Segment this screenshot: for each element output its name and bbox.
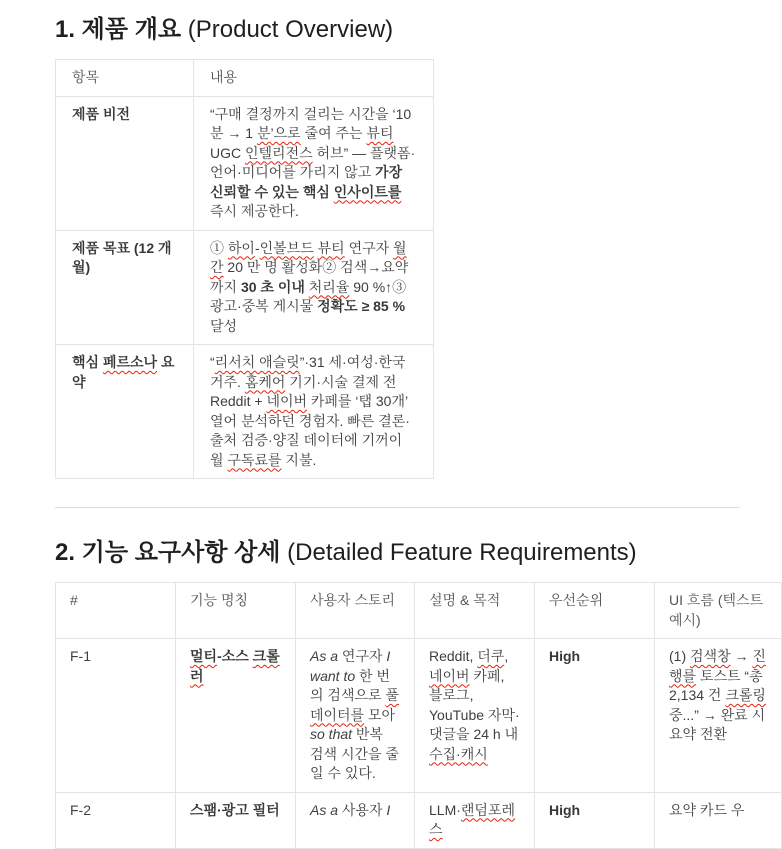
row-content-cell: ① 하이-인볼브드 뷰티 연구자 월간 20 만 명 활성화② 검색→요약까지 30 초 이내 처리율 90 %↑③ 광고·중복 게시물 정확도 ≥ 85 % 달성 <box>194 230 434 345</box>
feature-story-cell: As a 연구자 I want to 한 번의 검색으로 풀데이터를 모아 so that 반복 검색 시간을 줄일 수 있다. <box>296 639 415 793</box>
table-header-row <box>56 583 782 639</box>
feature-name-cell: 멀티-소스 크롤러 <box>176 639 296 793</box>
column-header-item: 항목 <box>56 60 194 97</box>
feature-priority-cell: High <box>535 639 655 793</box>
feature-id-cell: F-2 <box>56 792 176 848</box>
column-header-priority: 우선순위 <box>535 583 655 639</box>
feature-name-cell: 스팸·광고 필터 <box>176 792 296 848</box>
feature-row <box>56 792 782 848</box>
product-overview-table <box>55 59 434 479</box>
feature-priority-cell: High <box>535 792 655 848</box>
feature-row <box>56 639 782 793</box>
row-content-cell: “구매 결정까지 걸리는 시간을 ‘10 분 → 1 분’으로 줄여 주는 뷰티 UGC 인텔리전스 허브” — 플랫폼·언어·미디어를 가리지 않고 가장 신뢰할 수 있는 핵심 인사이트를 즉시 제공한다. <box>194 96 434 230</box>
section-2-heading-english: (Detailed Feature Requirements) <box>287 539 637 566</box>
row-label-cell: 핵심 페르소나 요약 <box>56 345 194 479</box>
section-1-heading-english: (Product Overview) <box>187 16 394 43</box>
column-header-id: # <box>56 583 176 639</box>
table-header-row <box>56 60 434 97</box>
row-content-cell: “리서치 애슬릿”·31 세·여성·한국 거주. 홈케어 기기·시술 결제 전 Reddit + 네이버 카페를 ‘탭 30개’ 열어 분석하던 경험자. 빠른 결론·출처 검증·양질 데이터에 기꺼이 월 구독료를 지불. <box>194 345 434 479</box>
feature-requirements-table <box>55 582 782 849</box>
section-2-heading-korean: 2. 기능 요구사항 상세 <box>55 539 288 566</box>
column-header-feature-name: 기능 명칭 <box>176 583 296 639</box>
feature-ui-flow-cell: 요약 카드 우 <box>655 792 782 848</box>
section-1-heading-korean: 1. 제품 개요 <box>55 16 188 43</box>
column-header-ui-flow: UI 흐름 (텍스트 예시) <box>655 583 782 639</box>
section-divider <box>55 507 740 508</box>
feature-ui-flow-cell: (1) 검색창 → 진행를 토스트 “총 2,134 건 크롤링 중...” → 완료 시 요약 전환 <box>655 639 782 793</box>
feature-id-cell: F-1 <box>56 639 176 793</box>
feature-desc-cell: Reddit, 더쿠, 네이버 카페, 블로그, YouTube 자막·댓글을 24 h 내 수집·캐시 <box>415 639 535 793</box>
row-label-cell: 제품 비전 <box>56 96 194 230</box>
table-row <box>56 230 434 345</box>
table-row <box>56 96 434 230</box>
column-header-content: 내용 <box>194 60 434 97</box>
feature-desc-cell: LLM·랜덤포레스 <box>415 792 535 848</box>
feature-story-cell: As a 사용자 I <box>296 792 415 848</box>
table-row <box>56 345 434 479</box>
column-header-description: 설명 & 목적 <box>415 583 535 639</box>
row-label-cell: 제품 목표 (12 개월) <box>56 230 194 345</box>
section-1-heading <box>55 16 782 44</box>
column-header-user-story: 사용자 스토리 <box>296 583 415 639</box>
section-2-heading <box>55 539 782 567</box>
